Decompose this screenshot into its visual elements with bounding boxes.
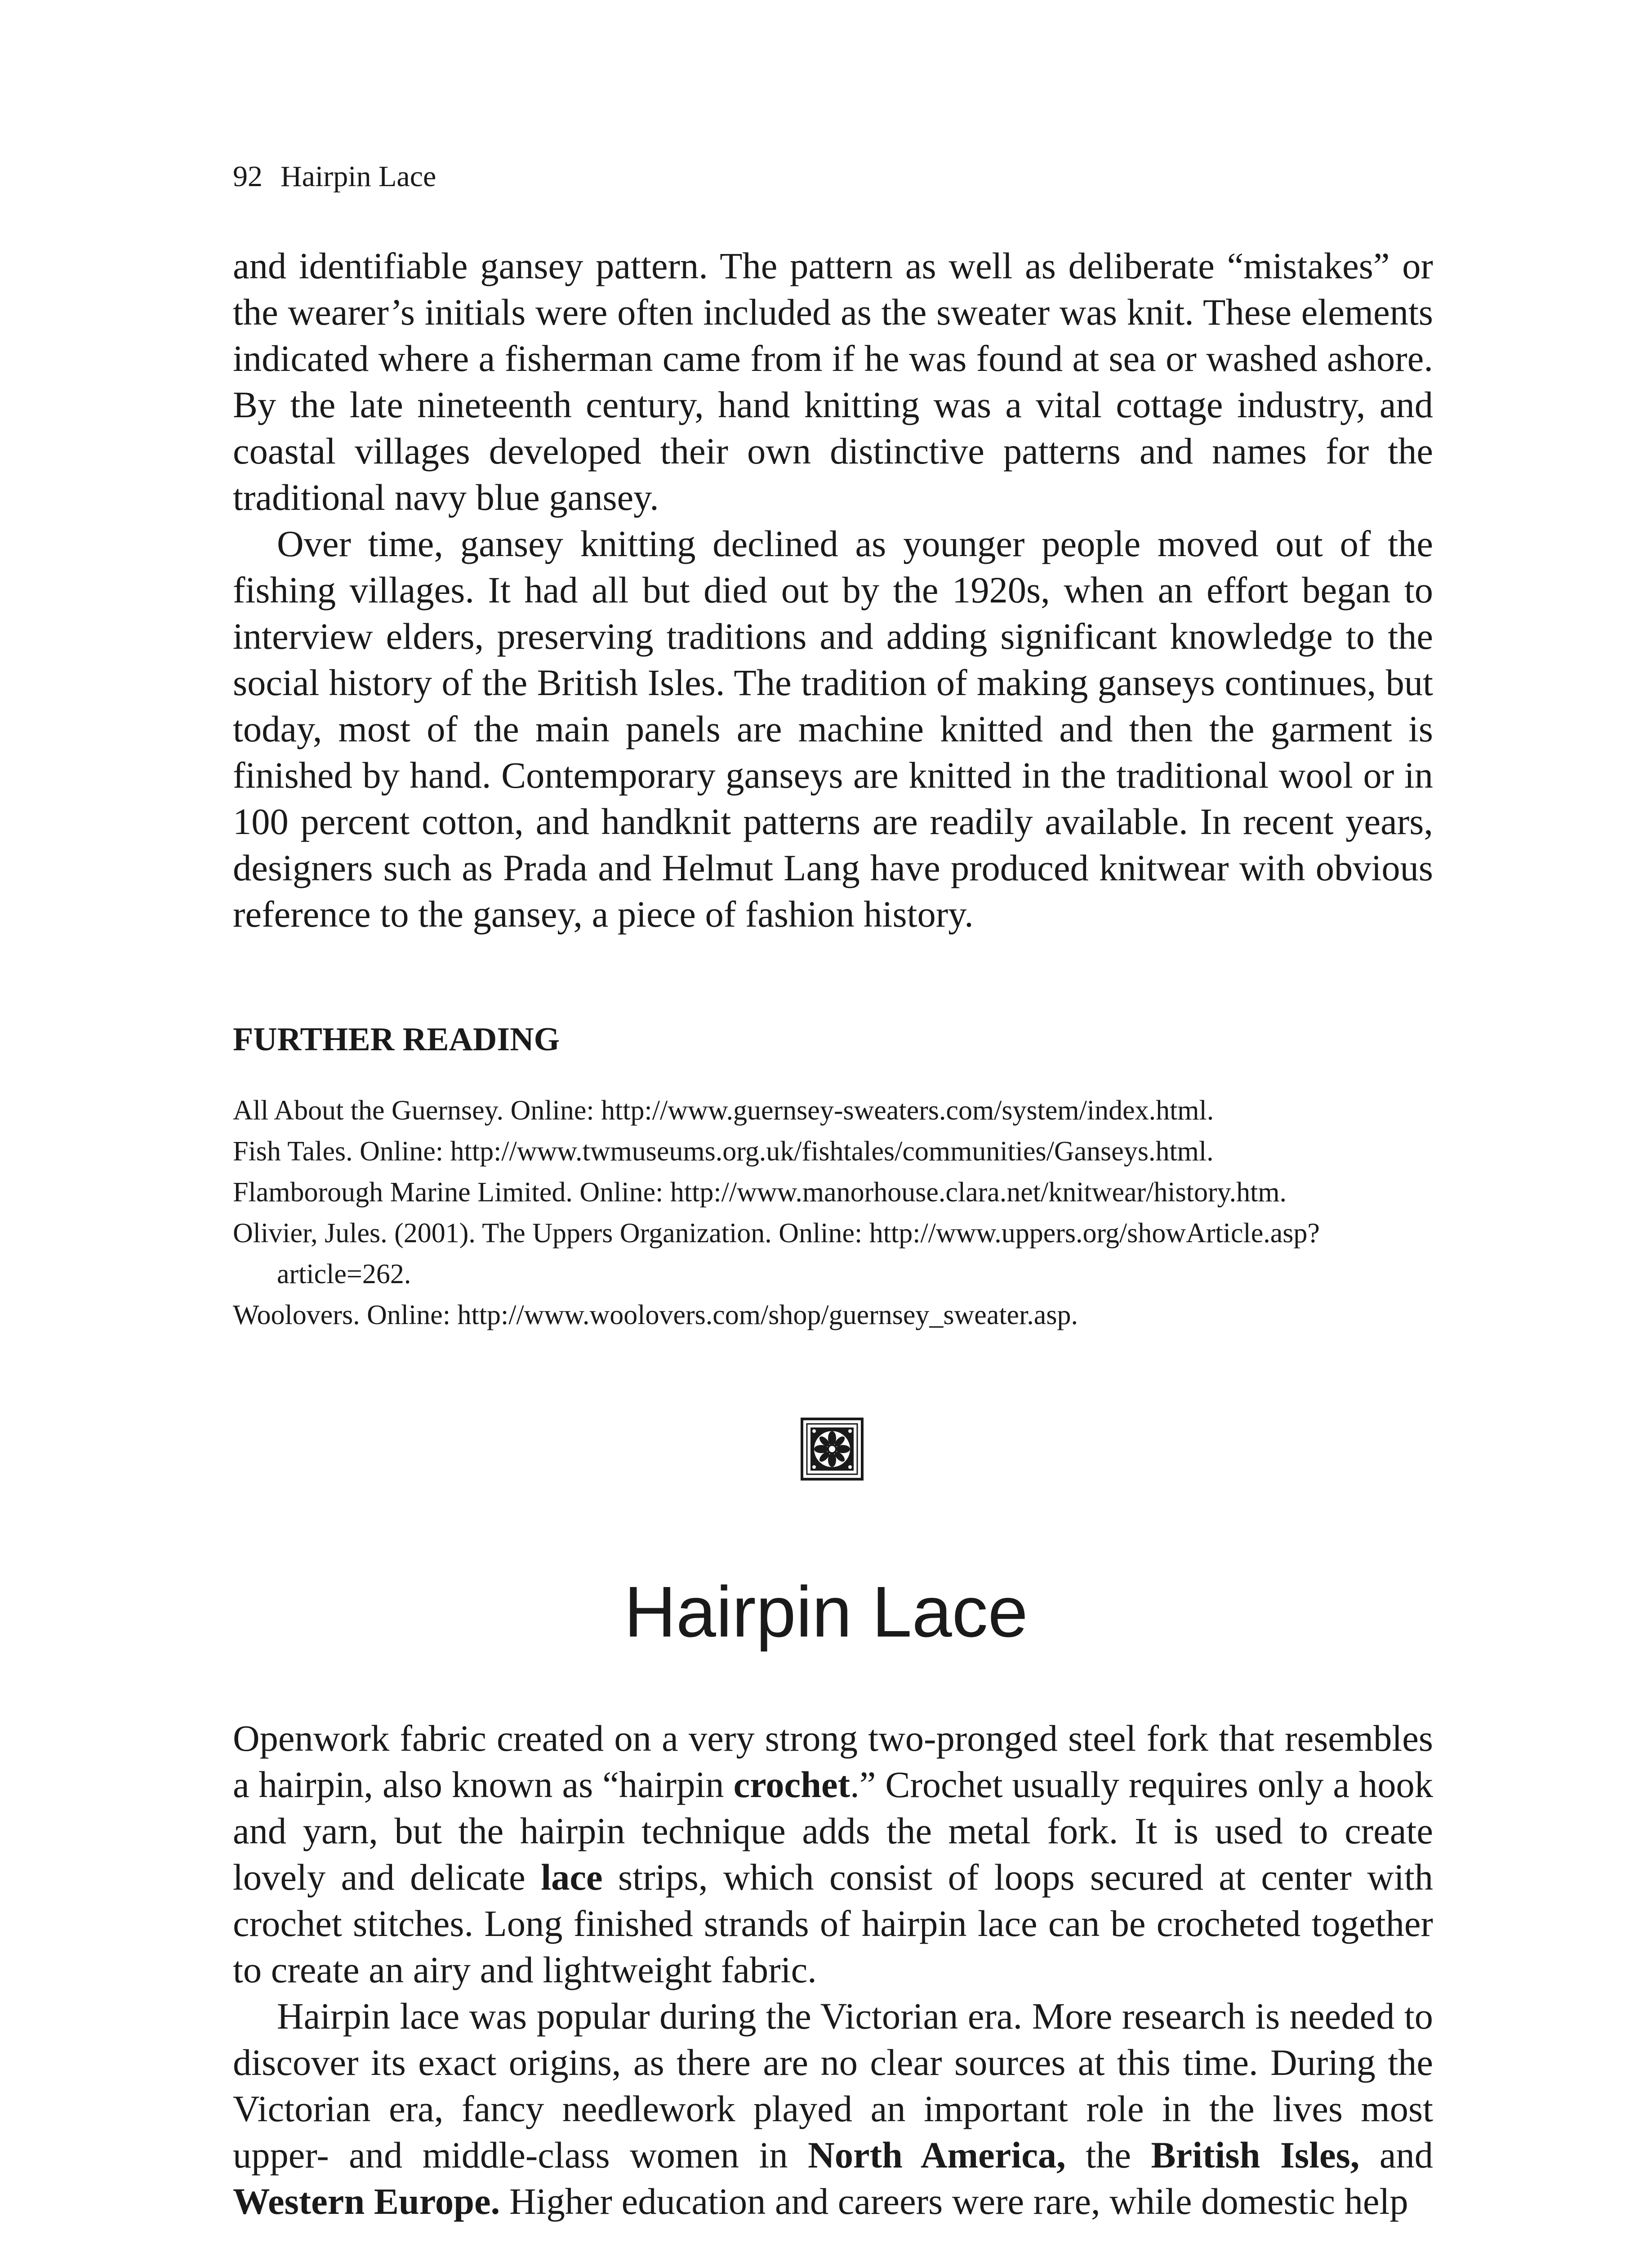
cross-reference-north-america: North America, bbox=[808, 2134, 1066, 2176]
further-reading-list bbox=[233, 1090, 1433, 1336]
reference-item: Woolovers. Online: http://www.woolovers.com/shop/guernsey_sweater.asp. bbox=[233, 1300, 1078, 1330]
gansey-paragraph-1: and identifiable gansey pattern. The pattern as well as deliberate “mistakes” or the wearer’s initials were often included as the sweater was knit. These elements indicated where a fisherman came from if he was found at sea or washed ashore. By the late nineteenth century, hand knitting was a vital cottage industry, and coastal villages developed their own distinctive patterns and names for the traditional navy blue gansey. bbox=[233, 245, 1433, 518]
text-run: Hairpin lace was popular during the Victorian era. More research is needed to discover its exact origins, as there are no clear sources at this time. During the Victorian era, fancy needlework played an important role in the lives most upper- and middle-class women in bbox=[233, 1995, 1433, 2176]
reference-item: Flamborough Marine Limited. Online: http://www.manorhouse.clara.net/knitwear/history.htm. bbox=[233, 1177, 1287, 1208]
text-run: Openwork fabric created on a very strong two-pronged steel fork that resembles a hairpin, also known as “hairpin bbox=[233, 1717, 1433, 1805]
text-run: strips, which consist of loops secured at center with crochet stitches. Long finished strands of hairpin lace can be crocheted together to create an airy and lightweight fabric. bbox=[233, 1856, 1434, 1990]
cross-reference-lace: lace bbox=[541, 1856, 603, 1898]
gansey-paragraph-2: Over time, gansey knitting declined as younger people moved out of the fishing villages. It had all but died out by the 1920s, when an effort began to interview elders, preserving traditions and adding significant knowledge to the social history of the British Isles. The tradition of making ganseys continues, but today, most of the main panels are machine knitted and then the garment is finished by hand. Contemporary ganseys are knitted in the traditional wool or in 100 percent cotton, and handknit patterns are readily available. In recent years, designers such as Prada and Helmut Lang have produced knitwear with obvious reference to the gansey, a piece of fashion history. bbox=[233, 523, 1433, 935]
cross-reference-british-isles: British Isles, bbox=[1151, 2134, 1360, 2176]
gansey-entry-continued bbox=[233, 243, 1433, 937]
hairpin-lace-entry bbox=[233, 1715, 1433, 2225]
running-head bbox=[233, 162, 436, 192]
entry-title: Hairpin Lace bbox=[624, 1571, 1028, 1652]
text-run: and bbox=[1359, 2134, 1434, 2176]
further-reading-heading: FURTHER READING bbox=[233, 1021, 560, 1058]
reference-item: All About the Guernsey. Online: http://www.guernsey-sweaters.com/system/index.html. bbox=[233, 1095, 1214, 1126]
hairpin-paragraph-2 bbox=[233, 1993, 1433, 2225]
page-number: 92 bbox=[233, 160, 263, 193]
hairpin-paragraph-1 bbox=[233, 1715, 1433, 1993]
cross-reference-crochet: crochet bbox=[733, 1764, 850, 1805]
reference-item: Fish Tales. Online: http://www.twmuseums.org.uk/fishtales/communities/Ganseys.html. bbox=[233, 1136, 1214, 1167]
cross-reference-western-europe: Western Europe. bbox=[233, 2181, 500, 2222]
reference-item: Olivier, Jules. (2001). The Uppers Organization. Online: http://www.uppers.org/showArticle.asp?article=262. bbox=[233, 1218, 1320, 1289]
section-ornament-icon bbox=[801, 1418, 864, 1481]
text-run: the bbox=[1065, 2134, 1151, 2176]
text-run: .” Crochet usually requires only a hook and yarn, but the hairpin technique adds the metal fork. It is used to create lovely and delicate bbox=[233, 1764, 1433, 1898]
running-head-title: Hairpin Lace bbox=[281, 160, 436, 193]
text-run: Higher education and careers were rare, while domestic help bbox=[500, 2181, 1408, 2222]
